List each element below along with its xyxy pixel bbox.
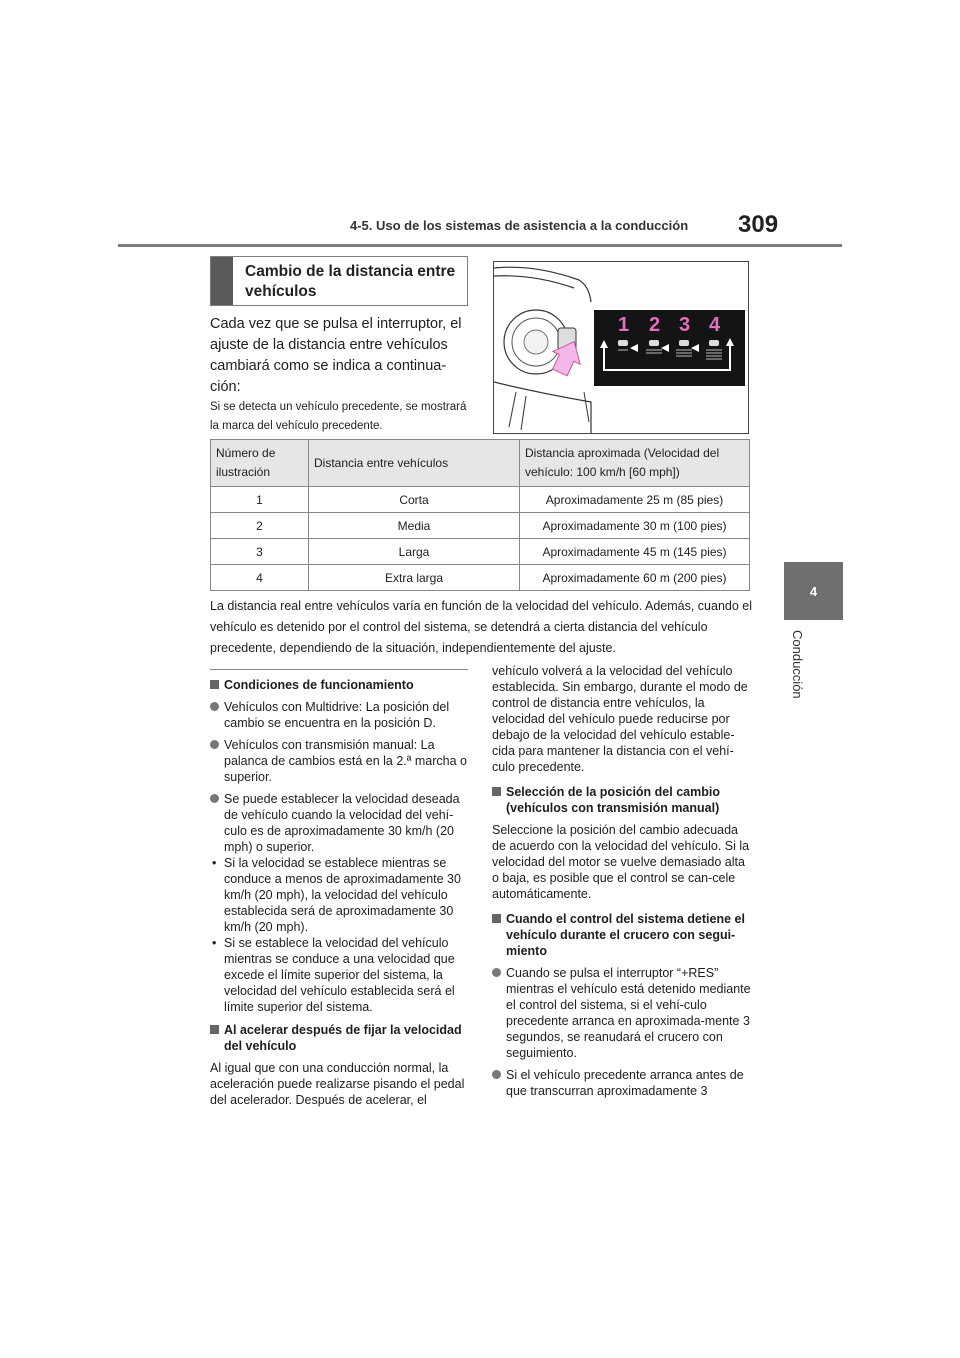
right-column (492, 663, 752, 1105)
list-item: Cuando se pulsa el interruptor “+RES” mientras el vehículo está detenido mediante el control del sistema, si el vehí-culo precedente arranca en aproximada-mente 3 segundos, se reanudará el crucero con seguimiento. (492, 965, 752, 1061)
page-number: 309 (738, 211, 779, 238)
heading-shift-position: Selección de la posición del cambio (vehículos con transmisión manual) (492, 784, 752, 816)
heading-system-stop: Cuando el control del sistema detiene el vehículo durante el crucero con segui-miento (492, 911, 752, 959)
car-icon-4 (709, 340, 719, 346)
distance-label-2: 2 (649, 314, 661, 336)
section-bar (211, 257, 233, 305)
list-item: Si el vehículo precedente arranca antes de que transcurran aproximadamente 3 (492, 1067, 752, 1099)
table-header-row (211, 440, 750, 487)
table-row (211, 487, 750, 513)
chapter-tab (784, 562, 843, 620)
table-cell: Media (309, 513, 520, 539)
column-divider (210, 669, 468, 670)
heading-accelerating: Al acelerar después de fijar la velocidad del vehículo (210, 1022, 472, 1054)
distance-table (210, 439, 750, 591)
intro-note: Si se detecta un vehículo precedente, se mostrará la marca del vehículo precedente. (210, 401, 467, 432)
list-item: Vehículos con transmisión manual: La palanca de cambios está en la 2.ª marcha o superior. (210, 737, 472, 785)
header-rule (118, 244, 842, 247)
section-title: Cambio de la distancia entre vehículos (245, 263, 456, 300)
body-paragraph: La distancia real entre vehículos varía en función de la velocidad del vehículo. Además, cuando el vehículo es detenido por el control del sistema, se detendrá a cierta distancia del vehículo precedente, dependiendo de la situación, independientemente del ajuste. (210, 599, 753, 655)
header-title: 4-5. Uso de los sistemas de asistencia a la conducción (350, 218, 689, 233)
table-cell: Aproximadamente 30 m (100 pies) (520, 513, 750, 539)
distance-label-1: 1 (618, 314, 630, 336)
paragraph: Seleccione la posición del cambio adecuada de acuerdo con la velocidad del vehículo. Si la velocidad del motor se vuelve demasiado alta o baja, es posible que el control se can-cele automáticamente. (492, 823, 750, 901)
list-item: Se puede establecer la velocidad deseada de vehículo cuando la velocidad del vehí-culo es de aproximadamente 30 km/h (20 mph) o superior. (210, 791, 472, 855)
sub-list (210, 855, 472, 1015)
heading-operating-conditions: Condiciones de funcionamiento (210, 677, 472, 693)
table-cell: Aproximadamente 25 m (85 pies) (520, 487, 750, 513)
table-header-cell: Distancia aproximada (Velocidad del vehículo: 100 km/h [60 mph]) (520, 440, 750, 487)
sub-list-item: • Si se establece la velocidad del vehículo mientras se conduce a una velocidad que excede el límite superior del sistema, la velocidad del vehículo establecida será el límite superior del sistema. (210, 935, 472, 1015)
table-row (211, 513, 750, 539)
distance-cycle-arrows (594, 310, 745, 386)
car-icon-1 (618, 340, 628, 346)
table-cell: Aproximadamente 45 m (145 pies) (520, 539, 750, 565)
distance-display-panel (594, 310, 745, 386)
left-column (210, 677, 472, 1114)
chapter-number: 4 (809, 583, 818, 599)
table-row (211, 565, 750, 591)
intro-text: Cada vez que se pulsa el interruptor, el ajuste de la distancia entre vehículos cambiará como se indica a continua-ción: (210, 316, 462, 395)
car-icon-3 (679, 340, 689, 346)
table-header-cell: Número de ilustración (211, 440, 309, 487)
table-cell: Extra larga (309, 565, 520, 591)
list-item: Vehículos con Multidrive: La posición del cambio se encuentra en la posición D. (210, 699, 472, 731)
paragraph: Al igual que con una conducción normal, la aceleración puede realizarse pisando el pedal del acelerador. Después de acelerar, el (210, 1061, 465, 1107)
section-title-box (210, 256, 468, 306)
distance-label-3: 3 (679, 314, 691, 336)
table-cell: Aproximadamente 60 m (200 pies) (520, 565, 750, 591)
table-cell: Larga (309, 539, 520, 565)
table-row (211, 539, 750, 565)
car-icon-2 (649, 340, 659, 346)
table-header-cell: Distancia entre vehículos (309, 440, 520, 487)
paragraph: vehículo volverá a la velocidad del vehículo establecida. Sin embargo, durante el modo de control de distancia entre vehículos, la velocidad del vehículo puede reducirse por debajo de la velocidad del vehículo estable-cida para mantener la distancia con el vehí-culo precedente. (492, 664, 748, 774)
table-cell: Corta (309, 487, 520, 513)
table-cell: 3 (211, 539, 309, 565)
table-cell: 1 (211, 487, 309, 513)
table-cell: 2 (211, 513, 309, 539)
chapter-label: Conducción (790, 630, 805, 699)
table-cell: 4 (211, 565, 309, 591)
distance-switch-illustration (493, 261, 749, 434)
distance-label-4: 4 (709, 314, 721, 336)
sub-list-item: • Si la velocidad se establece mientras se conduce a menos de aproximadamente 30 km/h (20 mph), la velocidad del vehículo establecida será de aproximadamente 30 km/h (20 mph). (210, 855, 472, 935)
